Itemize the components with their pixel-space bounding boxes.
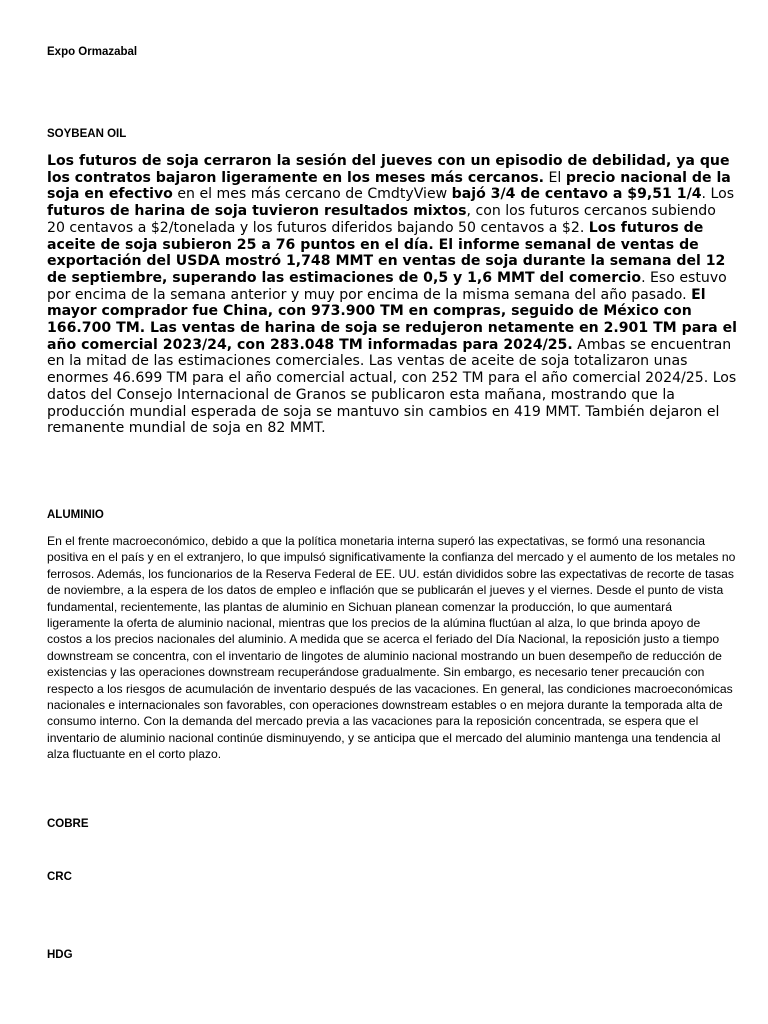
soy-text-segment: futuros de harina de soja tuvieron resultados mixtos [47,203,467,220]
section-title-hdg: HDG [47,949,73,961]
soy-text-segment: El mayor comprador fue China, con 973.900 TM en compras, seguido de México con 166.700 TM. Las ventas de harina de soja se redujeron netamente en 2.901 TM para el año comercial 2023/24, con 283.048 TM informadas para 2024/25. [47,286,737,353]
section-title-crc: CRC [47,871,72,883]
soy-text-segment: Ambas se encuentran en la mitad de las estimaciones comerciales. Las ventas de aceite de soja totalizaron unas enormes 46.699 TM para el año comercial actual, con 252 TM para el año comercial 2024/25. Los datos del Consejo Internacional de Granos se publicaron esta mañana, mostrando que la producción mundial esperada de soja se mantuvo sin cambios en 419 MMT. También dejaron el remanente mundial de soja en 82 MMT. [47,336,737,437]
section-title-soybean-oil: SOYBEAN OIL [47,128,127,140]
soy-text-segment: . Eso estuvo por encima de la semana anterior y muy por encima de la misma semana del año pasado. [47,269,727,303]
soybean-oil-paragraph [47,153,737,437]
section-title-cobre: COBRE [47,818,89,830]
soy-text-segment: precio nacional de la soja en efectivo [47,169,731,203]
soy-text-segment: Los futuros de soja cerraron la sesión del jueves con un episodio de debilidad, ya que los contratos bajaron ligeramente en los meses más cercanos. [47,153,730,186]
soy-text-segment: bajó 3/4 de centavo a $9,51 1/4 [451,186,702,203]
soy-text-segment: en el mes más cercano de CmdtyView [172,186,452,203]
soy-text-segment: Los futuros de aceite de soja subieron 25 a 76 puntos en el día. El informe semanal de ventas de exportación del USDA mostró 1,748 MMT en ventas de soja durante la semana del 12 de septiembre, superando las estimaciones de 0,5 y 1,6 MMT del comercio [47,219,726,286]
aluminio-paragraph: En el frente macroeconómico, debido a que la política monetaria interna superó las expectativas, se formó una resonancia positiva en el país y en el extranjero, lo que impulsó significativamente la confianza del mercado y el aumento de los metales no ferrosos. Además, los funcionarios de la Reserva Federal de EE. UU. están divididos sobre las expectativas de recorte de tasas de noviembre, a la espera de los datos de empleo e inflación que se publicarán el jueves y el viernes. Desde el punto de vista fundamental, recientemente, las plantas de aluminio en Sichuan planean comenzar la producción, lo que aumentará ligeramente la oferta de aluminio nacional, mientras que los precios de la alúmina fluctúan al alza, lo que brinda apoyo de costos a los precios nacionales del aluminio. A medida que se acerca el feriado del Día Nacional, la reposición justo a tiempo downstream se concentra, con el inventario de lingotes de aluminio nacional mostrando un buen desempeño de reducción de existencias y las operaciones downstream recuperándose gradualmente. Sin embargo, es necesario tener precaución con respecto a los riesgos de acumulación de inventario después de las vacaciones. En general, las condiciones macroeconómicas nacionales e internacionales son favorables, con operaciones downstream estables o en mejora durante la temporada alta de consumo interno. Con la demanda del mercado previa a las vacaciones para la reposición concentrada, se espera que el inventario de aluminio nacional continúe disminuyendo, y se anticipa que el mercado del aluminio mantenga una tendencia al alza fluctuante en el corto plazo. [47,534,736,762]
section-title-aluminio: ALUMINIO [47,509,104,521]
soy-text-segment: , con los futuros cercanos subiendo 20 centavos a $2/tonelada y los futuros diferidos bajando 50 centavos a $2. [47,203,716,236]
company-name: Expo Ormazabal [47,46,138,58]
soy-text-segment: El [544,169,566,186]
soy-text-segment: . Los [701,186,735,203]
